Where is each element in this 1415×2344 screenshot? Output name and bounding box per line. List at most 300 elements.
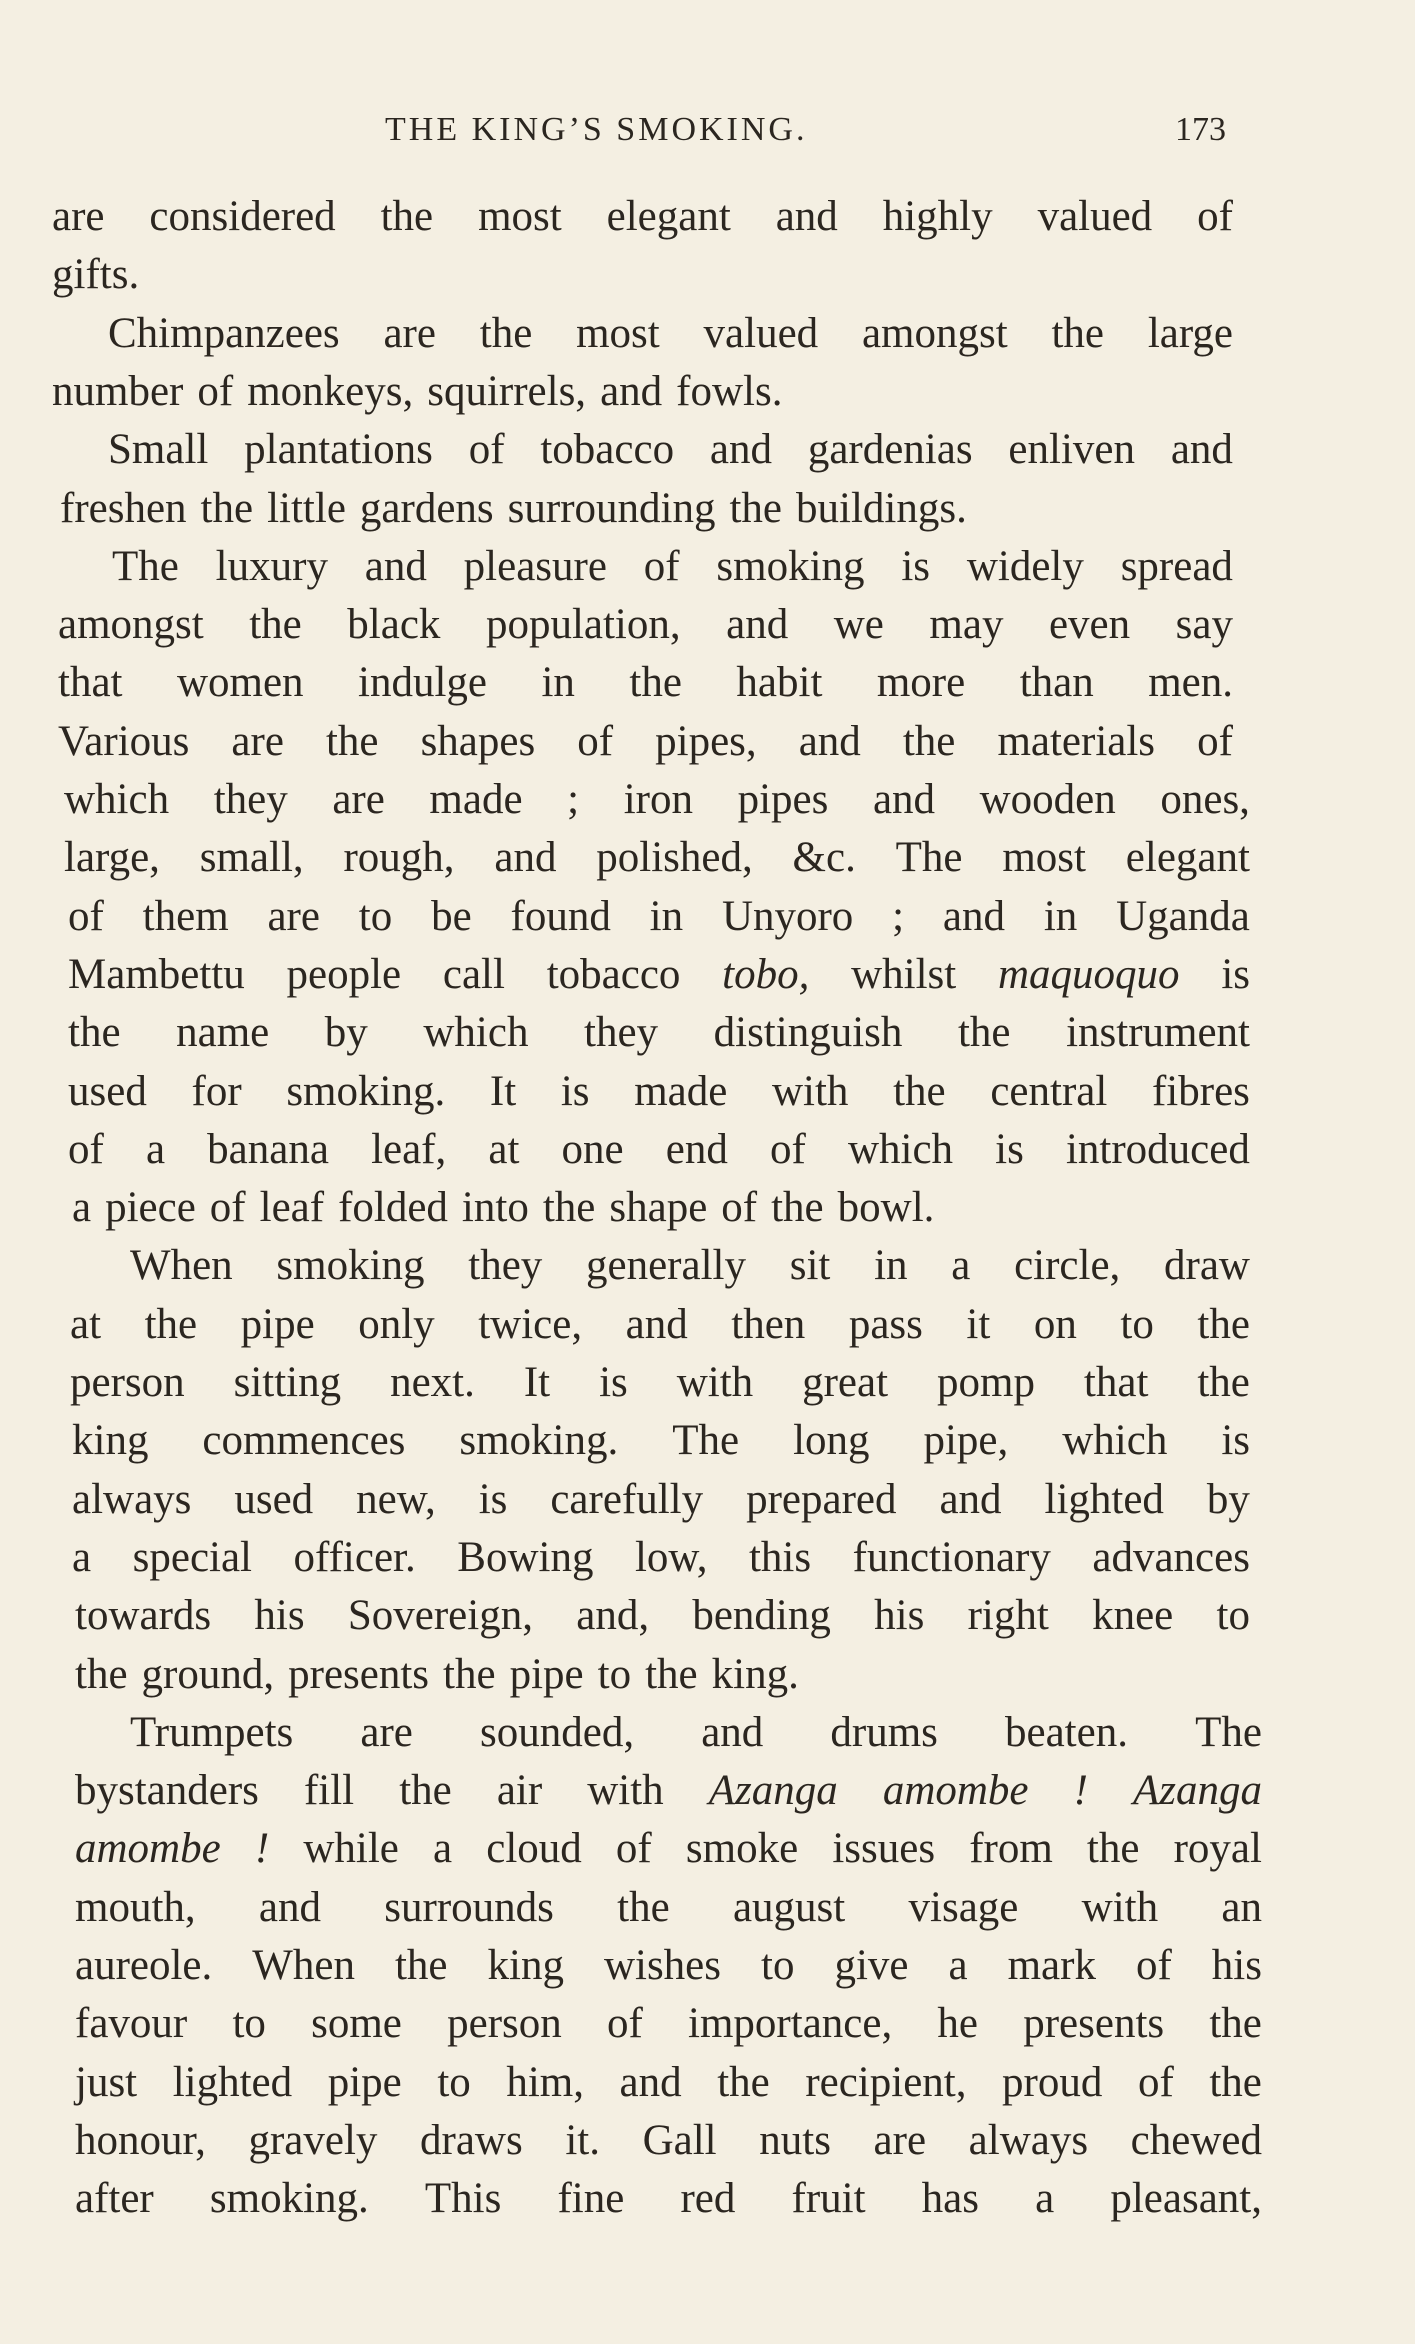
- word: used: [68, 1068, 147, 1115]
- word: recipient,: [805, 2059, 967, 2106]
- text-line: [108, 305, 1233, 363]
- word: smoking.: [286, 1068, 446, 1115]
- word: are: [267, 893, 320, 940]
- word: gardens: [359, 485, 494, 532]
- word: from: [969, 1825, 1053, 1872]
- word: plantations: [244, 426, 433, 473]
- word: Various: [58, 718, 190, 765]
- word: sitting: [233, 1359, 342, 1406]
- word: gifts.: [52, 251, 140, 298]
- word: the: [902, 718, 956, 765]
- word: widely: [966, 543, 1084, 590]
- word: elegant: [1125, 834, 1250, 881]
- word: commences: [202, 1417, 406, 1464]
- word: tobacco: [540, 426, 675, 473]
- word: the: [249, 601, 302, 648]
- word: it: [966, 1301, 991, 1348]
- text-line: [75, 2170, 1262, 2228]
- word: leaf,: [371, 1126, 447, 1173]
- word: of: [68, 893, 104, 940]
- word: valued: [703, 310, 819, 357]
- word: women: [176, 659, 304, 706]
- word: whilst: [851, 951, 957, 998]
- word: and: [364, 543, 427, 590]
- word: at: [70, 1301, 102, 1348]
- word: smoking: [276, 1242, 425, 1289]
- word: squirrels,: [427, 368, 587, 415]
- word: The: [112, 543, 179, 590]
- word: tobo,: [722, 951, 810, 998]
- word: Chimpanzees: [108, 310, 340, 357]
- word: only: [358, 1301, 435, 1348]
- word: instrument: [1066, 1009, 1250, 1056]
- word: presents: [1023, 2000, 1165, 2047]
- word: Trumpets: [130, 1709, 294, 1756]
- text-line: [70, 1354, 1250, 1412]
- word: his: [254, 1592, 305, 1639]
- word: even: [1048, 601, 1131, 648]
- word: cloud: [486, 1825, 582, 1872]
- word: pipe,: [923, 1417, 1009, 1464]
- word: which: [847, 1126, 954, 1173]
- word: that: [1083, 1359, 1149, 1406]
- text-line: [75, 2054, 1262, 2112]
- word: The: [672, 1417, 740, 1464]
- word: in: [541, 659, 575, 706]
- word: towards: [75, 1592, 212, 1639]
- text-line: [52, 246, 139, 304]
- word: issues: [832, 1825, 936, 1872]
- word: number: [52, 368, 184, 415]
- page-number: 173: [1175, 111, 1226, 148]
- word: to: [1216, 1592, 1250, 1639]
- word: and: [872, 776, 936, 823]
- text-line: [75, 1587, 1250, 1645]
- word: and: [1170, 426, 1233, 473]
- word: nuts: [759, 2117, 831, 2164]
- word: to: [437, 2059, 471, 2106]
- word: royal: [1173, 1825, 1262, 1872]
- word: to: [358, 893, 393, 940]
- word: materials: [997, 718, 1156, 765]
- text-line: [112, 538, 1233, 596]
- word: !: [1073, 1767, 1088, 1814]
- word: the: [68, 1009, 121, 1056]
- word: of: [606, 2000, 643, 2047]
- word: lighted: [1044, 1476, 1164, 1523]
- word: spread: [1120, 543, 1233, 590]
- running-title: THE KING’S SMOKING.: [385, 111, 808, 148]
- word: are: [873, 2117, 927, 2164]
- word: always: [968, 2117, 1089, 2164]
- word: that: [58, 659, 123, 706]
- word: surrounding: [507, 485, 716, 532]
- word: and: [775, 193, 838, 240]
- word: the: [957, 1009, 1011, 1056]
- text-line: [75, 1937, 1262, 1995]
- word: after: [75, 2175, 154, 2222]
- word: It: [523, 1359, 551, 1406]
- word: ones,: [1160, 776, 1250, 823]
- word: Azanga: [708, 1767, 838, 1814]
- word: some: [311, 2000, 402, 2047]
- word: wooden: [979, 776, 1116, 823]
- word: to: [597, 1651, 632, 1698]
- word: of: [468, 426, 505, 473]
- word: of: [209, 1184, 246, 1231]
- word: and: [942, 893, 1006, 940]
- word: mark: [1007, 1942, 1096, 1989]
- word: favour: [75, 2000, 188, 2047]
- word: When: [252, 1942, 355, 1989]
- word: with: [771, 1068, 849, 1115]
- word: most: [1002, 834, 1086, 881]
- word: of: [769, 1126, 806, 1173]
- word: the: [479, 310, 533, 357]
- text-line: [68, 888, 1250, 946]
- word: pipe: [509, 1651, 584, 1698]
- word: next.: [390, 1359, 475, 1406]
- word: indulge: [358, 659, 487, 706]
- word: Azanga: [1132, 1767, 1262, 1814]
- word: the: [629, 659, 682, 706]
- word: leaf: [259, 1184, 325, 1231]
- word: with: [587, 1767, 664, 1814]
- word: in: [649, 893, 684, 940]
- word: piece: [105, 1184, 196, 1231]
- word: are: [231, 718, 284, 765]
- text-line: [75, 1879, 1262, 1937]
- word: them: [142, 893, 229, 940]
- text-line: [58, 654, 1233, 712]
- word: this: [748, 1534, 812, 1581]
- text-line: [130, 1237, 1250, 1295]
- word: and: [258, 1884, 322, 1931]
- word: fibres: [1151, 1068, 1250, 1115]
- word: which: [423, 1009, 529, 1056]
- word: iron: [623, 776, 693, 823]
- text-line: [75, 1646, 799, 1704]
- word: king: [487, 1942, 564, 1989]
- word: one: [561, 1126, 624, 1173]
- word: polished,: [596, 834, 753, 881]
- text-line: [72, 1412, 1250, 1470]
- word: is: [901, 543, 931, 590]
- word: the: [542, 1184, 596, 1231]
- word: The: [895, 834, 963, 881]
- word: they: [584, 1009, 659, 1056]
- word: the: [893, 1068, 946, 1115]
- word: of: [721, 1184, 758, 1231]
- word: drums: [830, 1709, 938, 1756]
- word: are: [360, 1709, 413, 1756]
- word: population,: [485, 601, 681, 648]
- word: enliven: [1008, 426, 1135, 473]
- word: of: [1197, 193, 1233, 240]
- word: valued: [1037, 193, 1153, 240]
- word: pipe: [240, 1301, 315, 1348]
- word: the: [771, 1184, 824, 1231]
- word: twice,: [478, 1301, 583, 1348]
- word: they: [213, 776, 288, 823]
- word: and: [625, 1301, 688, 1348]
- word: for: [191, 1068, 242, 1115]
- word: fill: [303, 1767, 355, 1814]
- word: made: [429, 776, 523, 823]
- word: made: [634, 1068, 728, 1115]
- text-line: [64, 829, 1250, 887]
- word: and: [619, 2059, 682, 2106]
- word: is: [560, 1068, 590, 1115]
- text-line: [75, 1995, 1262, 2053]
- word: introduced: [1065, 1126, 1250, 1173]
- text-line: [58, 713, 1233, 771]
- word: aureole.: [75, 1942, 213, 1989]
- word: Sovereign,: [347, 1592, 533, 1639]
- word: pipes: [737, 776, 829, 823]
- word: Mambettu: [68, 951, 245, 998]
- word: rough,: [343, 834, 455, 881]
- word: is: [1221, 1417, 1250, 1464]
- word: the: [443, 1651, 496, 1698]
- word: which: [1062, 1417, 1168, 1464]
- word: the: [1209, 2000, 1262, 2047]
- word: a: [1035, 2175, 1055, 2222]
- word: of: [197, 368, 234, 415]
- word: knee: [1092, 1592, 1174, 1639]
- word: always: [72, 1476, 192, 1523]
- word: person: [70, 1359, 185, 1406]
- word: which: [64, 776, 170, 823]
- word: officer.: [293, 1534, 416, 1581]
- word: When: [130, 1242, 233, 1289]
- word: he: [937, 2000, 979, 2047]
- word: call: [442, 951, 505, 998]
- word: surrounds: [384, 1884, 554, 1931]
- word: shapes: [420, 718, 536, 765]
- word: visage: [908, 1884, 1019, 1931]
- word: air: [496, 1767, 543, 1814]
- word: the: [717, 2059, 770, 2106]
- word: freshen: [60, 485, 187, 532]
- word: and: [701, 1709, 764, 1756]
- word: used: [234, 1476, 314, 1523]
- word: the: [729, 485, 783, 532]
- word: draw: [1164, 1242, 1250, 1289]
- word: fine: [557, 2175, 625, 2222]
- word: smoking.: [209, 2175, 369, 2222]
- word: by: [1206, 1476, 1250, 1523]
- word: chewed: [1130, 2117, 1262, 2164]
- text-line: [68, 1063, 1250, 1121]
- word: pipe: [327, 2059, 402, 2106]
- word: the: [617, 1884, 670, 1931]
- word: the: [1051, 310, 1105, 357]
- word: This: [424, 2175, 502, 2222]
- word: his: [874, 1592, 925, 1639]
- word: and: [709, 426, 772, 473]
- word: Small: [108, 426, 209, 473]
- word: pass: [848, 1301, 923, 1348]
- word: honour,: [75, 2117, 206, 2164]
- word: are: [332, 776, 385, 823]
- word: of: [1135, 1942, 1172, 1989]
- word: bystanders: [75, 1767, 259, 1814]
- word: tobacco: [546, 951, 681, 998]
- text-line: [75, 1762, 1262, 1820]
- word: be: [431, 893, 472, 940]
- word: most: [576, 310, 660, 357]
- word: of: [1197, 718, 1233, 765]
- word: the: [1086, 1825, 1140, 1872]
- word: distinguish: [713, 1009, 903, 1056]
- word: great: [802, 1359, 889, 1406]
- word: with: [1081, 1884, 1159, 1931]
- word: may: [929, 601, 1004, 648]
- word: and: [600, 368, 663, 415]
- word: his: [1211, 1942, 1262, 1989]
- word: with: [676, 1359, 754, 1406]
- word: amombe: [75, 1825, 221, 1872]
- word: and: [494, 834, 557, 881]
- word: than: [1019, 659, 1094, 706]
- word: king.: [711, 1651, 799, 1698]
- word: prepared: [746, 1476, 897, 1523]
- text-line: [130, 1704, 1262, 1762]
- word: The: [1195, 1709, 1262, 1756]
- text-line: [58, 596, 1233, 654]
- text-line: [68, 946, 1250, 1004]
- word: large,: [64, 834, 160, 881]
- word: folded: [338, 1184, 448, 1231]
- word: little: [267, 485, 346, 532]
- text-line: [64, 771, 1250, 829]
- word: men.: [1148, 659, 1233, 706]
- word: lighted: [172, 2059, 293, 2106]
- word: while: [303, 1825, 399, 1872]
- word: Gall: [642, 2117, 717, 2164]
- word: carefully: [550, 1476, 704, 1523]
- text-line: [108, 421, 1233, 479]
- word: monkeys,: [247, 368, 414, 415]
- word: are: [52, 193, 105, 240]
- word: ;: [892, 893, 905, 940]
- word: ;: [567, 776, 580, 823]
- word: in: [1043, 893, 1078, 940]
- word: circle,: [1014, 1242, 1121, 1289]
- word: say: [1175, 601, 1233, 648]
- word: in: [874, 1242, 908, 1289]
- word: small,: [199, 834, 304, 881]
- word: mouth,: [75, 1884, 196, 1931]
- word: a: [145, 1126, 166, 1173]
- word: we: [833, 601, 884, 648]
- word: smoking: [716, 543, 865, 590]
- word: and,: [576, 1592, 650, 1639]
- word: wishes: [603, 1942, 722, 1989]
- word: bending: [692, 1592, 831, 1639]
- text-line: [68, 1121, 1250, 1179]
- word: highly: [882, 193, 993, 240]
- word: is: [599, 1359, 628, 1406]
- word: person: [447, 2000, 562, 2047]
- word: smoking.: [459, 1417, 619, 1464]
- word: the: [144, 1301, 198, 1348]
- word: advances: [1092, 1534, 1250, 1581]
- word: the: [645, 1651, 698, 1698]
- word: considered: [149, 193, 336, 240]
- word: habit: [736, 659, 823, 706]
- word: shape: [609, 1184, 708, 1231]
- word: right: [967, 1592, 1049, 1639]
- word: red: [680, 2175, 736, 2222]
- word: sit: [789, 1242, 831, 1289]
- word: maquoquo: [998, 951, 1180, 998]
- word: banana: [207, 1126, 329, 1173]
- word: pomp: [937, 1359, 1035, 1406]
- text-line: [72, 1179, 934, 1237]
- word: a: [948, 1942, 968, 1989]
- word: august: [732, 1884, 846, 1931]
- word: then: [731, 1301, 806, 1348]
- word: presents: [288, 1651, 430, 1698]
- word: beaten.: [1005, 1709, 1128, 1756]
- word: the: [75, 1651, 128, 1698]
- word: and: [726, 601, 789, 648]
- word: gardenias: [807, 426, 973, 473]
- word: at: [488, 1126, 520, 1173]
- word: new,: [356, 1476, 436, 1523]
- word: Unyoro: [721, 893, 854, 940]
- word: amongst: [58, 601, 204, 648]
- word: the: [380, 193, 434, 240]
- text-line: [52, 363, 782, 421]
- word: gravely: [248, 2117, 378, 2164]
- word: the: [1197, 1359, 1250, 1406]
- word: It: [489, 1068, 517, 1115]
- text-line: [52, 188, 1233, 246]
- word: fowls.: [676, 368, 783, 415]
- word: black: [347, 601, 441, 648]
- word: amombe: [882, 1767, 1029, 1814]
- word: him,: [506, 2059, 584, 2106]
- text-line: [68, 1004, 1250, 1062]
- word: long: [793, 1417, 870, 1464]
- word: the: [200, 485, 254, 532]
- word: of: [615, 1825, 652, 1872]
- word: more: [876, 659, 966, 706]
- word: functionary: [852, 1534, 1051, 1581]
- word: is: [1221, 951, 1250, 998]
- word: central: [990, 1068, 1108, 1115]
- word: most: [478, 193, 562, 240]
- text-line: [70, 1296, 1250, 1354]
- word: a: [951, 1242, 971, 1289]
- word: large: [1147, 310, 1233, 357]
- word: end: [665, 1126, 728, 1173]
- word: to: [232, 2000, 266, 2047]
- word: the: [325, 718, 379, 765]
- word: just: [75, 2059, 138, 2106]
- word: name: [176, 1009, 270, 1056]
- word: the: [1209, 2059, 1262, 2106]
- word: a: [72, 1184, 92, 1231]
- word: an: [1221, 1884, 1262, 1931]
- word: are: [383, 310, 436, 357]
- word: a: [433, 1825, 453, 1872]
- word: to: [1120, 1301, 1154, 1348]
- word: has: [921, 2175, 979, 2222]
